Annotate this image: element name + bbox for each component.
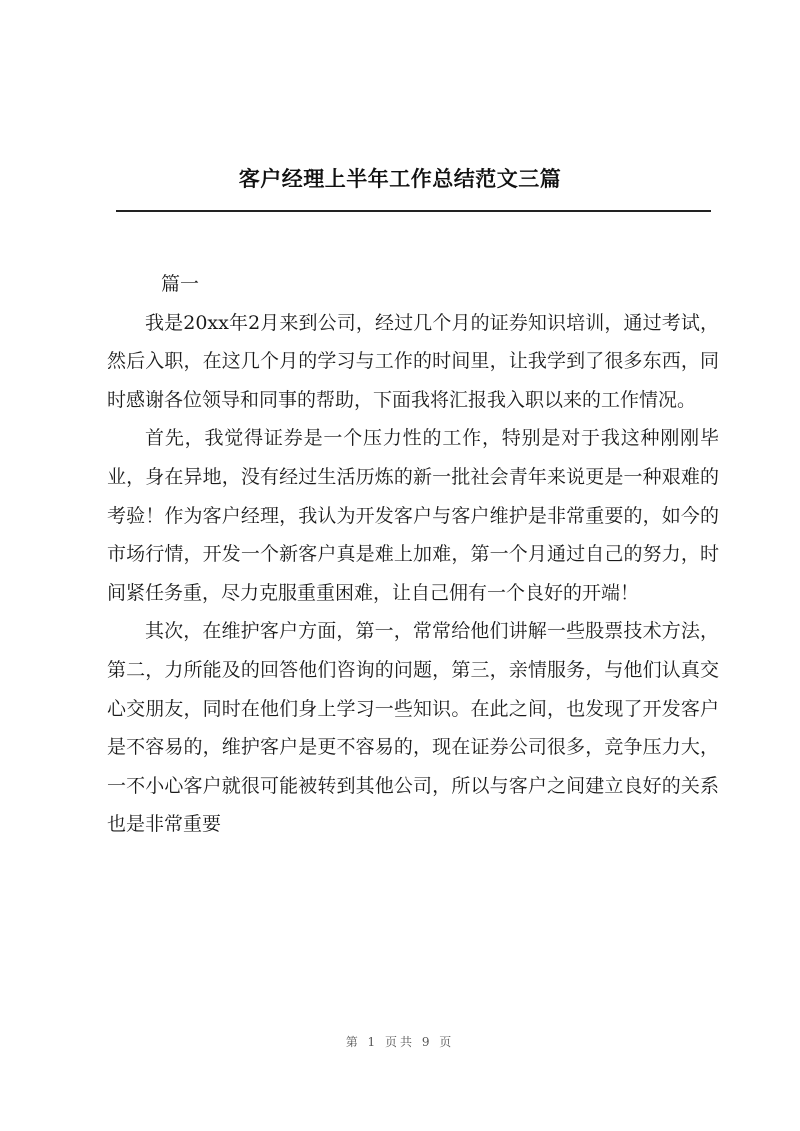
title-underline [116, 210, 711, 212]
paragraph: 其次，在维护客户方面，第一，常常给他们讲解一些股票技术方法，第二，力所能及的回答他们咨询的问题，第三，亲情服务，与他们认真交心交朋友，同时在他们身上学习一些知识。在此之间，也发现了开发客户是不容易的，维护客户是更不容易的，现在证券公司很多，竞争压力大，一不小心客户就很可能被转到其他公司，所以与客户之间建立良好的关系也是非常重要 [107, 620, 719, 836]
page-number-footer: 第 1 页共 9 页 [345, 1035, 455, 1049]
document-body [107, 265, 719, 844]
document-title: 客户经理上半年工作总结范文三篇 [238, 167, 562, 191]
paragraph: 首先，我觉得证券是一个压力性的工作，特别是对于我这种刚刚毕业，身在异地，没有经过生活历炼的新一批社会青年来说更是一种艰难的考验！作为客户经理，我认为开发客户与客户维护是非常重要的，如今的市场行情，开发一个新客户真是难上加难，第一个月通过自己的努力，时间紧任务重，尽力克服重重困难，让自己佣有一个良好的开端！ [107, 427, 719, 604]
section-heading: 篇一 [161, 273, 200, 295]
paragraph: 我是20xx年2月来到公司，经过几个月的证券知识培训，通过考试，然后入职，在这几个月的学习与工作的时间里，让我学到了很多东西，同时感谢各位领导和同事的帮助，下面我将汇报我入职以来的工作情况。 [107, 311, 719, 411]
